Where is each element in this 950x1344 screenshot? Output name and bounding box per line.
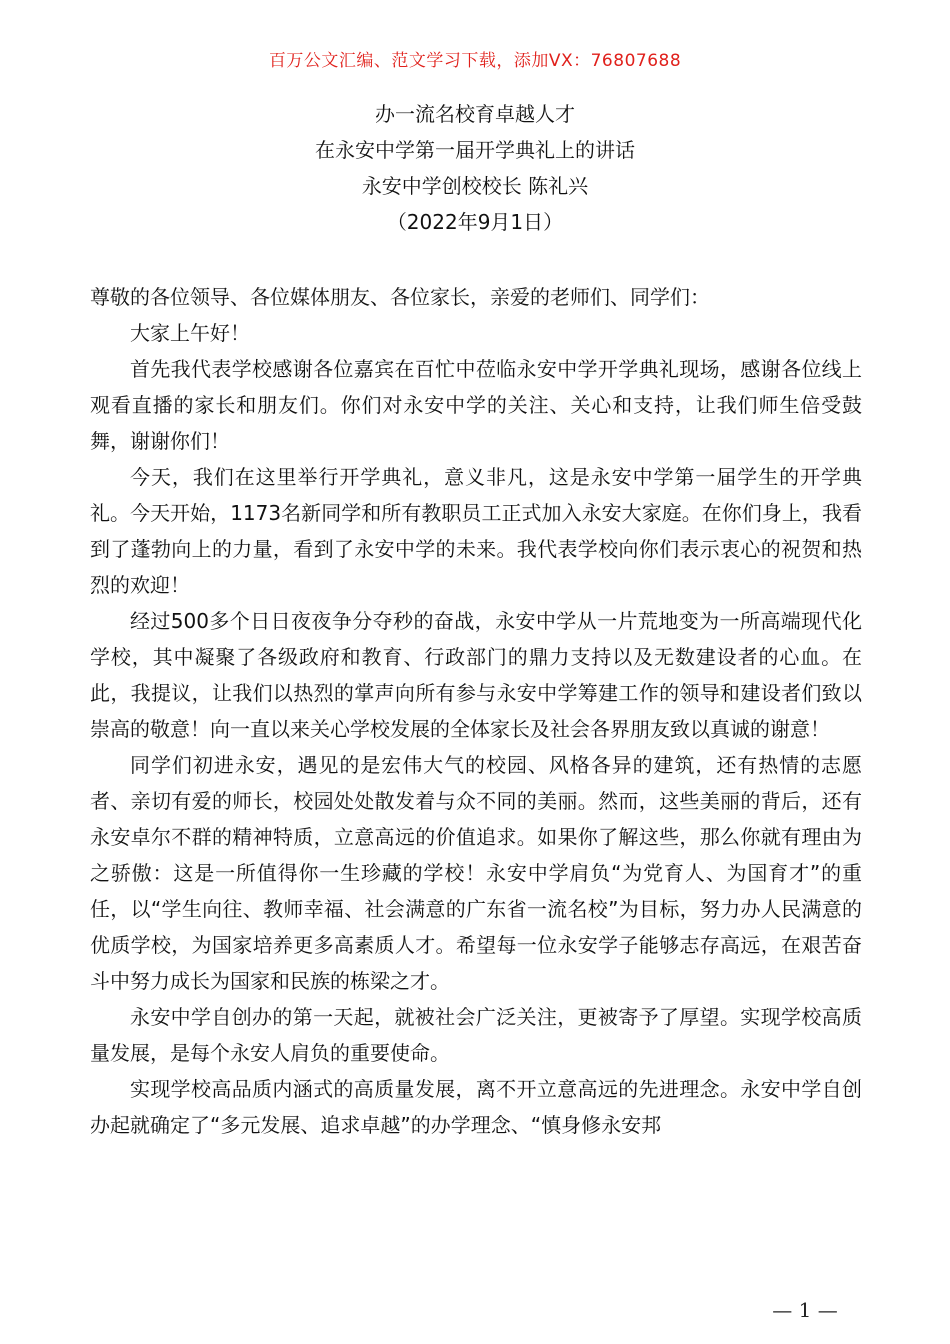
paragraph-thanks-guests: 首先我代表学校感谢各位嘉宾在百忙中莅临永安中学开学典礼现场，感谢各位线上观看直播的家长和朋友们。你们对永安中学的关注、关心和支持，让我们师生倍受鼓舞，谢谢你们！ <box>90 357 862 453</box>
speaker-line: 永安中学创校校长 陈礼兴 <box>361 174 589 198</box>
salutation: 尊敬的各位领导、各位媒体朋友、各位家长，亲爱的老师们、同学们： <box>90 285 710 309</box>
speech-title: 办一流名校育卓越人才 <box>375 102 575 126</box>
speech-body <box>90 279 862 1143</box>
page-number: — 1 — <box>772 1298 838 1322</box>
paragraph-mission: 永安中学自创办的第一天起，就被社会广泛关注，更被寄予了厚望。实现学校高质量发展，是每个永安人肩负的重要使命。 <box>90 1005 862 1065</box>
paragraph-construction: 经过500多个日日夜夜争分夺秒的奋战，永安中学从一片荒地变为一所高端现代化学校，其中凝聚了各级政府和教育、行政部门的鼎力支持以及无数建设者的心血。在此，我提议，让我们以热烈的掌声向所有参与永安中学筹建工作的领导和建设者们致以崇高的敬意！向一直以来关心学校发展的全体家长及社会各界朋友致以真诚的谢意！ <box>90 609 862 741</box>
watermark-banner: 百万公文汇编、范文学习下载，添加VX：76807688 <box>268 51 682 71</box>
title-block <box>0 96 950 240</box>
speech-date: （2022年9月1日） <box>386 210 564 234</box>
paragraph-greeting: 大家上午好！ <box>130 321 250 345</box>
paragraph-philosophy: 实现学校高品质内涵式的高质量发展，离不开立意高远的先进理念。永安中学自创办起就确定了“多元发展、追求卓越”的办学理念、“慎身修永安邦 <box>90 1077 862 1137</box>
paragraph-campus-spirit: 同学们初进永安，遇见的是宏伟大气的校园、风格各异的建筑，还有热情的志愿者、亲切有爱的师长，校园处处散发着与众不同的美丽。然而，这些美丽的背后，还有永安卓尔不群的精神特质，立意高远的价值追求。如果你了解这些，那么你就有理由为之骄傲：这是一所值得你一生珍藏的学校！永安中学肩负“为党育人、为国育才”的重任，以“学生向往、教师幸福、社会满意的广东省一流名校”为目标，努力办人民满意的优质学校，为国家培养更多高素质人才。希望每一位永安学子能够志存高远，在艰苦奋斗中努力成长为国家和民族的栋梁之才。 <box>90 753 862 993</box>
paragraph-first-ceremony: 今天，我们在这里举行开学典礼，意义非凡，这是永安中学第一届学生的开学典礼。今天开始，1173名新同学和所有教职员工正式加入永安大家庭。在你们身上，我看到了蓬勃向上的力量，看到了永安中学的未来。我代表学校向你们表示衷心的祝贺和热烈的欢迎！ <box>90 465 862 597</box>
speech-subtitle: 在永安中学第一届开学典礼上的讲话 <box>315 138 635 162</box>
